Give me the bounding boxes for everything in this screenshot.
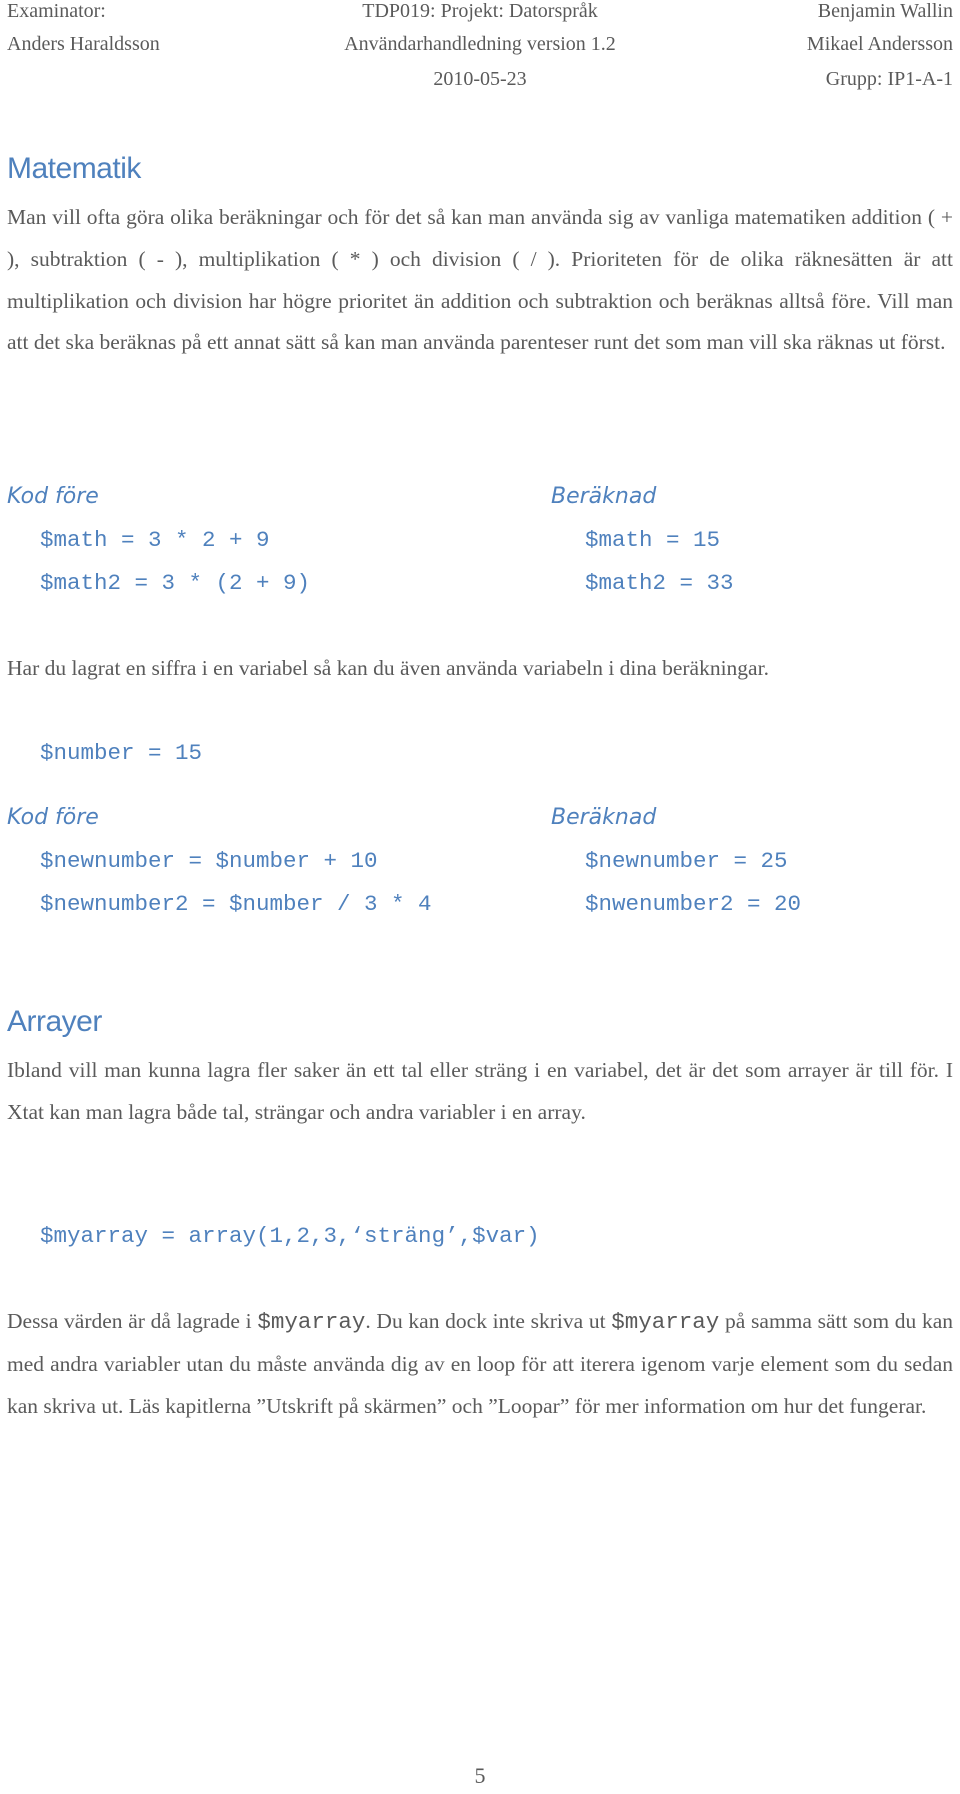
table1-row2-result: $math2 = 33 [585,570,734,596]
course-title: TDP019: Projekt: Datorspråk [362,0,598,22]
table2-row1-result: $newnumber = 25 [585,848,788,874]
arrayer-paragraph [7,1050,953,1134]
p2-text-b: . Du kan dock inte skriva ut [365,1309,612,1333]
p2-text-c: på samma sätt som du kan med andra variabler utan du måste använda dig av en loop för att iterera igenom varje element som du sedan kan skriva ut. Läs kapitlerna ”Utskrift på skärmen” och ”Loopar” för mer information om hur det fungerar. [7,1309,953,1418]
author-2: Mikael Andersson [806,33,953,55]
table1-row1-code: $math = 3 * 2 + 9 [40,527,270,553]
p2-text-a: Dessa värden är då lagrade i [7,1309,258,1333]
page-number: 5 [474,1763,486,1788]
examiner-label: Examinator: [7,0,106,22]
document-version: Användarhandledning version 1.2 [344,33,616,55]
section-heading-arrayer: Arrayer [7,1005,102,1038]
table2-row2-code: $newnumber2 = $number / 3 * 4 [40,891,432,917]
table2-row2-result: $nwenumber2 = 20 [585,891,802,917]
author-1: Benjamin Wallin [817,0,953,22]
document-date: 2010-05-23 [433,68,527,90]
array-assignment-code: $myarray = array(1,2,3,‘sträng’,$var) [40,1223,540,1249]
examiner-name: Anders Haraldsson [7,33,160,55]
inline-code-myarray-2: $myarray [611,1309,720,1335]
inline-code-myarray-1: $myarray [257,1309,366,1335]
table2-row1-code: $newnumber = $number + 10 [40,848,378,874]
table1-row1-result: $math = 15 [585,527,721,553]
variable-paragraph [7,648,953,690]
matematik-paragraph-text: Man vill ofta göra olika beräkningar och för det så kan man använda sig av vanliga matematiken addition ( + ), subtraktion ( - ), multiplikation ( * ) och division ( / ). Prioriteten för de olika räknesätten är att multiplikation och division har högre prioritet än addition och subtraktion och beräknas alltså före. Vill man att det ska beräknas på ett annat sätt så kan man använda parenteser runt det som man vill ska räknas ut först. [7,205,953,355]
arrayer-paragraph-2-text [7,1301,953,1427]
arrayer-paragraph-2 [7,1301,953,1427]
table1-header-computed: Beräknad [551,484,657,509]
table2-header-computed: Beräknad [551,805,657,830]
table1-row2-code: $math2 = 3 * (2 + 9) [40,570,311,596]
section-heading-matematik: Matematik [7,152,141,185]
variable-paragraph-text: Har du lagrat en siffra i en variabel så kan du även använda variabeln i dina beräkningar. [7,656,769,680]
matematik-paragraph [7,197,953,364]
arrayer-paragraph-text: Ibland vill man kunna lagra fler saker än ett tal eller sträng i en variabel, det är det som arrayer är till för. I Xtat kan man lagra både tal, strängar och andra variabler i en array. [7,1058,953,1124]
number-assignment-code: $number = 15 [40,740,203,766]
table1-header-code-before: Kod före [7,484,99,509]
group-id: Grupp: IP1-A-1 [825,68,953,90]
table2-header-code-before: Kod före [7,805,99,830]
